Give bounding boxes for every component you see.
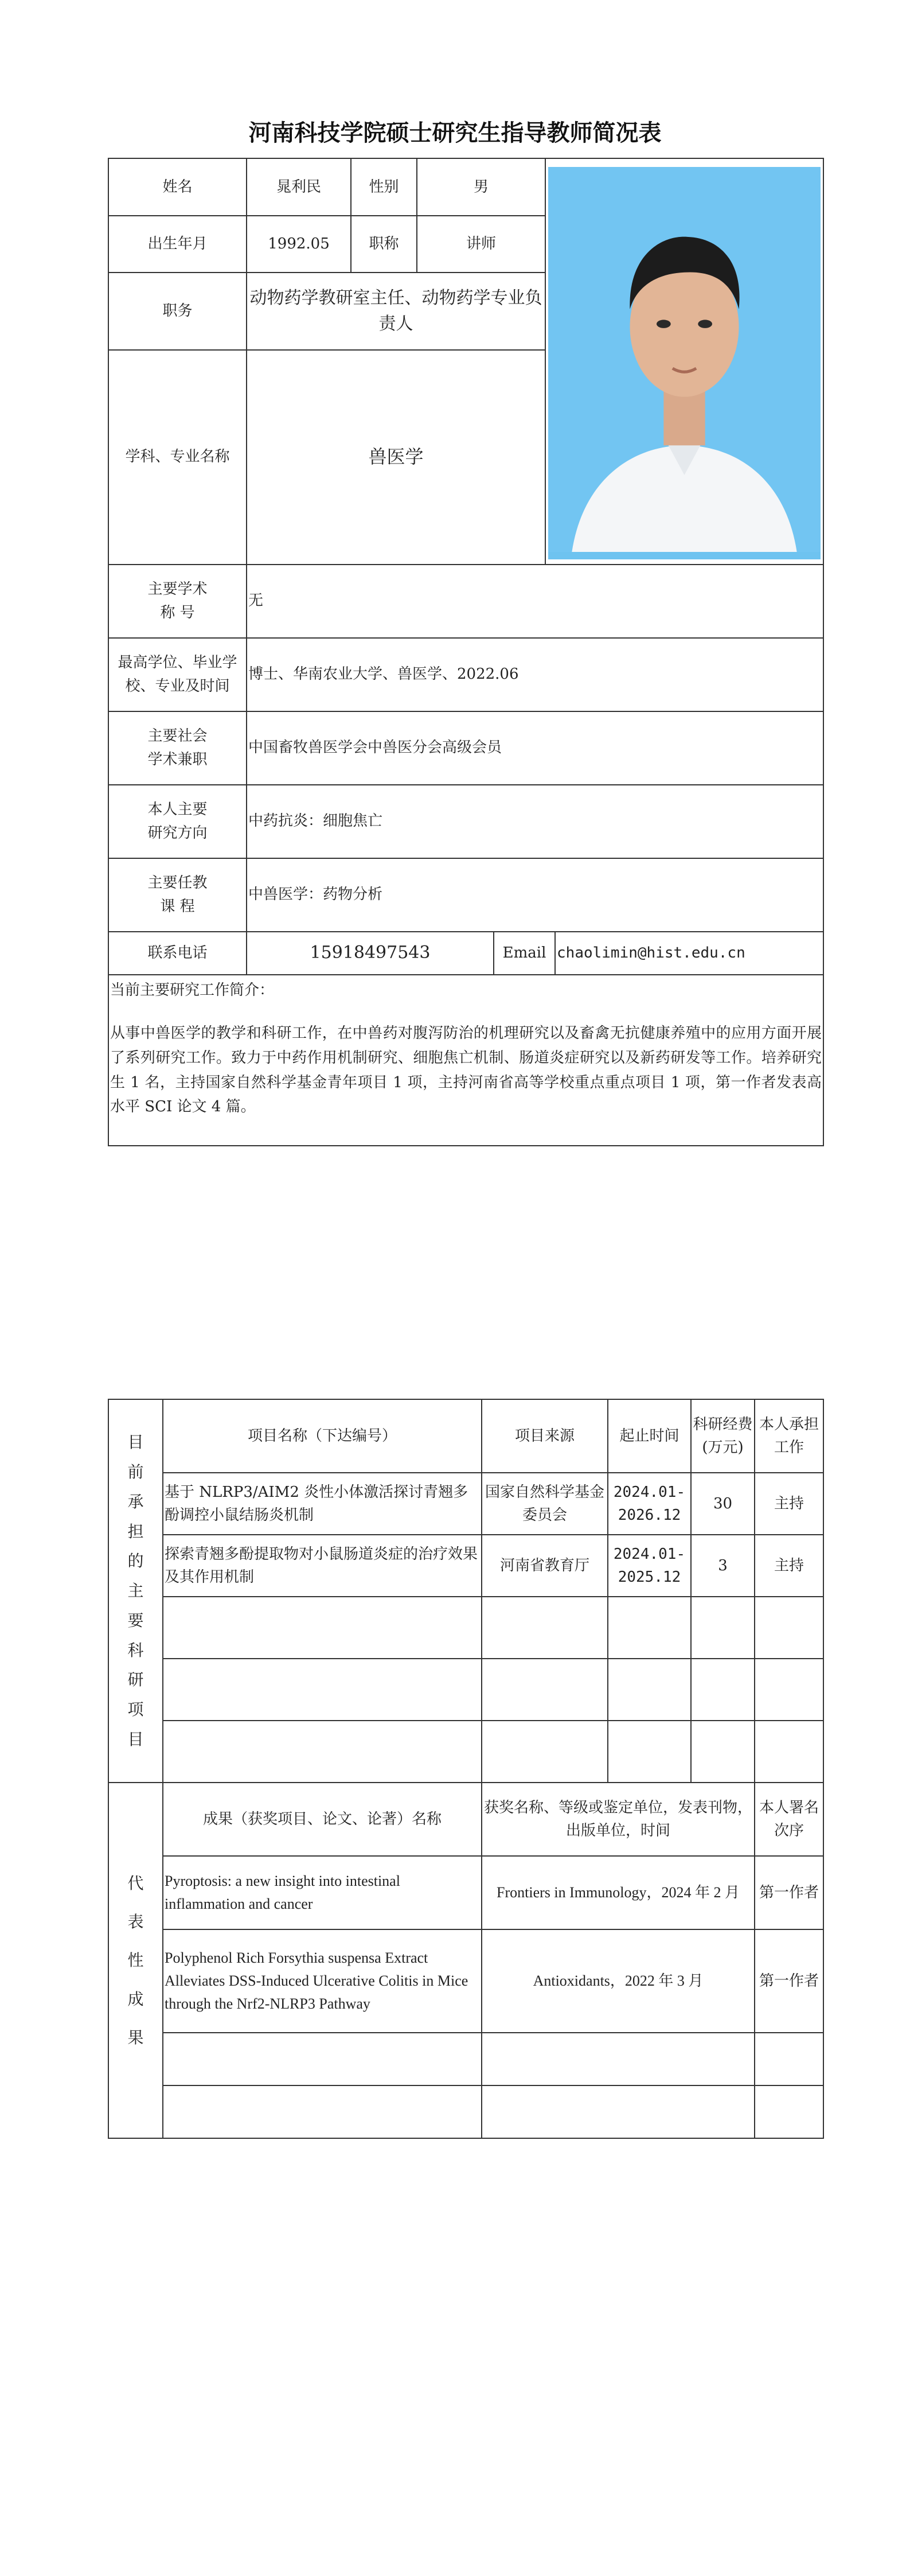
phone-label: 联系电话: [108, 932, 247, 975]
phone-value: 15918497543: [247, 932, 494, 975]
photo-cell: [545, 158, 823, 565]
research-label-line1: 本人主要: [147, 801, 208, 819]
table-row: [108, 1597, 823, 1659]
project-1-period: 2024.01-2026.12: [608, 1473, 691, 1535]
social-label-line1: 主要社会: [147, 727, 208, 745]
academic-title-value: 无: [247, 565, 823, 638]
achievement-1-name: Pyroptosis: a new insight into intestinal inflammation and cancer: [163, 1856, 482, 1929]
email-label: Email: [494, 932, 555, 975]
birth-label: 出生年月: [108, 216, 247, 272]
project-period-header: 起止时间: [608, 1399, 691, 1473]
email-value: chaolimin@hist.edu.cn: [555, 932, 823, 975]
gender-label: 性别: [351, 158, 417, 216]
academic-title-label-line2: 称 号: [160, 604, 195, 621]
birth-value: 1992.05: [247, 216, 351, 272]
achievement-1-venue: Frontiers in Immunology，2024 年 2 月: [482, 1856, 755, 1929]
position-value: 动物药学教研室主任、动物药学专业负责人: [247, 273, 545, 350]
courses-value: 中兽医学：药物分析: [247, 858, 823, 932]
achievement-2-name: Polyphenol Rich Forsythia suspensa Extract Alleviates DSS-Induced Ulcerative Colitis in Mice through the Nrf2-NLRP3 Pathway: [163, 1929, 482, 2033]
degree-value: 博士、华南农业大学、兽医学、2022.06: [247, 638, 823, 711]
achievement-order-header: 本人署名次序: [755, 1783, 823, 1856]
summary-label: 当前主要研究工作简介：: [110, 981, 275, 999]
projects-achievements-table: [108, 1399, 824, 2139]
achievement-2-venue: Antioxidants，2022 年 3 月: [482, 1929, 755, 2033]
achievement-1-order: 第一作者: [755, 1856, 823, 1929]
project-1-funds: 30: [691, 1473, 755, 1535]
table-row: [108, 2033, 823, 2085]
project-2-funds: 3: [691, 1535, 755, 1597]
profile-table: [108, 158, 824, 1146]
project-2-name: 探索青翘多酚提取物对小鼠肠道炎症的治疗效果及其作用机制: [163, 1535, 482, 1597]
project-1-source: 国家自然科学基金委员会: [482, 1473, 608, 1535]
social-label-line2: 学术兼职: [147, 750, 208, 768]
name-label: 姓名: [108, 158, 247, 216]
table-row: [108, 1473, 823, 1535]
discipline-label: 学科、专业名称: [108, 350, 247, 565]
achievement-2-order: 第一作者: [755, 1929, 823, 2033]
summary-text: 从事中兽医学的教学和科研工作，在中兽药对腹泻防治的机理研究以及畜禽无抗健康养殖中的应用方面开展了系列研究工作。致力于中药作用机制研究、细胞焦亡机制、肠道炎症研究以及新药研发等工作。培养研究生 1 名，主持国家自然科学基金青年项目 1 项，主持河南省高等学校重点重点项目 1 项，第一作者发表高水平 SCI 论文 4 篇。: [110, 1024, 822, 1116]
project-1-role: 主持: [755, 1473, 823, 1535]
table-row: [108, 1929, 823, 2033]
research-summary: [108, 975, 823, 1146]
courses-label-line2: 课 程: [160, 897, 195, 915]
project-2-source: 河南省教育厅: [482, 1535, 608, 1597]
research-value: 中药抗炎：细胞焦亡: [247, 785, 823, 858]
table-row: [108, 2085, 823, 2138]
academic-title-label-line1: 主要学术: [147, 581, 208, 598]
table-row: [108, 1721, 823, 1783]
project-role-header: 本人承担工作: [755, 1399, 823, 1473]
rank-label: 职称: [351, 216, 417, 272]
project-funds-header: 科研经费(万元): [691, 1399, 755, 1473]
achievements-section-label: 代 表 性 成 果: [108, 1783, 163, 2138]
gender-value: 男: [417, 158, 545, 216]
project-name-header: 项目名称（下达编号）: [163, 1399, 482, 1473]
research-label-line2: 研究方向: [147, 824, 208, 842]
name-value: 晁利民: [247, 158, 351, 216]
achievement-name-header: 成果（获奖项目、论文、论著）名称: [163, 1783, 482, 1856]
achievement-venue-header: 获奖名称、等级或鉴定单位，发表刊物，出版单位，时间: [482, 1783, 755, 1856]
portrait-photo: [548, 167, 821, 559]
table-row: [108, 1535, 823, 1597]
degree-label-line2: 校、专业及时间: [125, 677, 230, 695]
research-label: [108, 785, 247, 858]
social-label: [108, 711, 247, 785]
discipline-value: 兽医学: [247, 350, 545, 565]
project-2-role: 主持: [755, 1535, 823, 1597]
degree-label: [108, 638, 247, 711]
rank-value: 讲师: [417, 216, 545, 272]
table-row: [108, 1856, 823, 1929]
courses-label: [108, 858, 247, 932]
degree-label-line1: 最高学位、毕业学: [118, 654, 237, 672]
social-value: 中国畜牧兽医学会中兽医分会高级会员: [247, 711, 823, 785]
courses-label-line1: 主要任教: [147, 874, 208, 892]
academic-title-label: [108, 565, 247, 638]
project-1-name: 基于 NLRP3/AIM2 炎性小体激活探讨青翘多酚调控小鼠结肠炎机制: [163, 1473, 482, 1535]
project-source-header: 项目来源: [482, 1399, 608, 1473]
position-label: 职务: [108, 273, 247, 350]
project-2-period: 2024.01-2025.12: [608, 1535, 691, 1597]
table-row: [108, 1659, 823, 1721]
page-title: 河南科技学院硕士研究生指导教师简况表: [248, 120, 662, 146]
projects-section-label: 目 前 承 担 的 主 要 科 研 项 目: [108, 1399, 163, 1783]
